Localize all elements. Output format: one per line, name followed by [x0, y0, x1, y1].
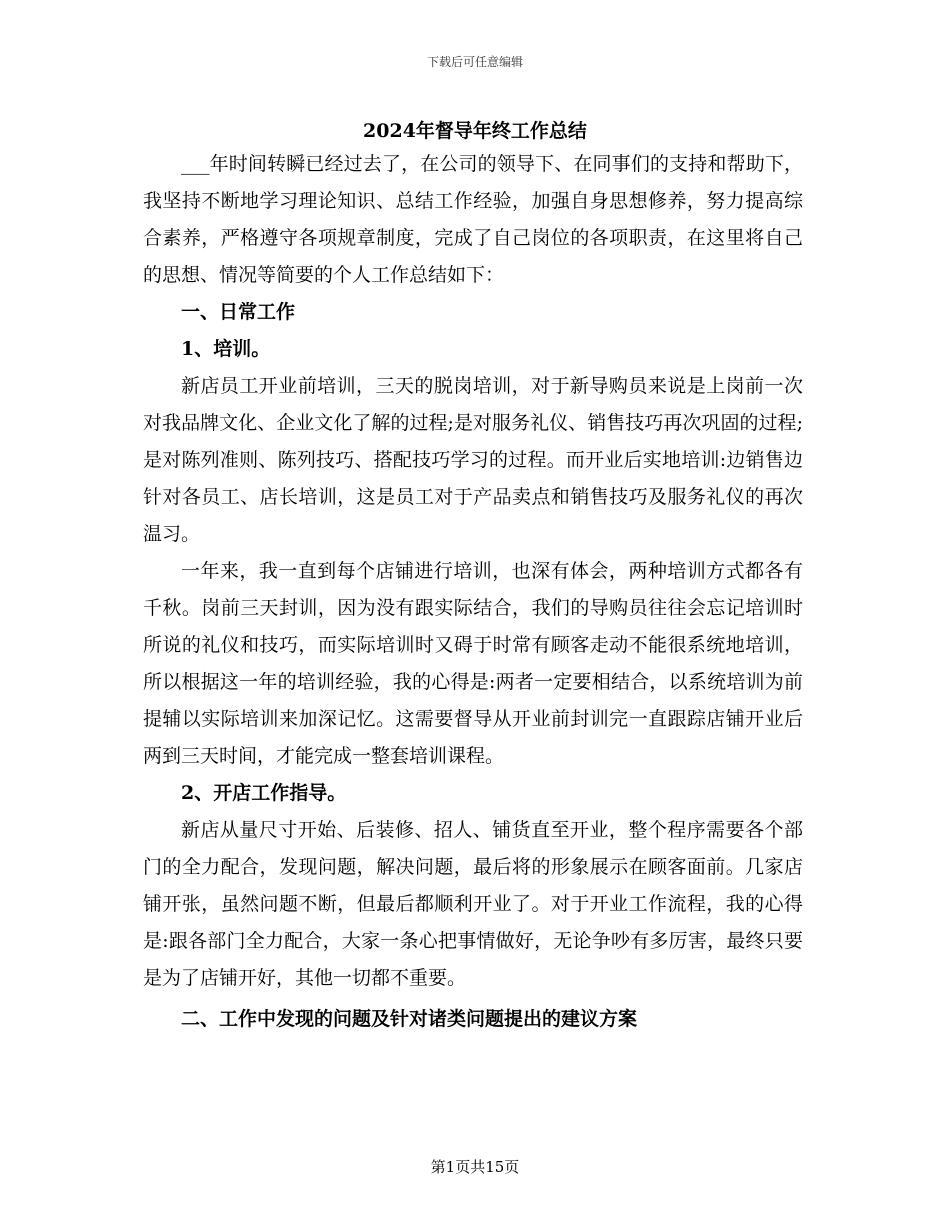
intro-paragraph: ___年时间转瞬已经过去了，在公司的领导下、在同事们的支持和帮助下，我坚持不断地学习理论知识、总结工作经验，加强自身思想修养，努力提高综合素养，严格遵守各项规章制度，完成了自己岗位的各项职责，在这里将自己的思想、情况等简要的个人工作总结如下： — [143, 153, 803, 286]
header-note: 下载后可任意编辑 — [426, 55, 523, 69]
store-opening-paragraph: 新店从量尺寸开始、后装修、招人、铺货直至开业，整个程序需要各个部门的全力配合，发现问题，解决问题，最后将的形象展示在顾客面前。几家店铺开张，虽然问题不断，但最后都顺利开业了。对于开业工作流程，我的心得是:跟各部门全力配合，大家一条心把事情做好，无论争吵有多厉害，最终只要是为了店铺开好，其他一切都不重要。 — [143, 819, 803, 989]
section-1-heading: 一、日常工作 — [181, 301, 296, 323]
page-number: 第1页共15页 — [430, 1158, 520, 1176]
document-body — [143, 146, 803, 1038]
page-title: 2024年督导年终工作总结 — [363, 120, 587, 142]
subsection-2-heading: 2、开店工作指导。 — [181, 782, 347, 804]
section-2-heading: 二、工作中发现的问题及针对诸类问题提出的建议方案 — [181, 1008, 638, 1030]
subsection-1-heading: 1、培训。 — [181, 338, 271, 360]
training-paragraph-2: 一年来，我一直到每个店铺进行培训，也深有体会，两种培训方式都各有千秋。岗前三天封训，因为没有跟实际结合，我们的导购员往往会忘记培训时所说的礼仪和技巧，而实际培训时又碍于时常有顾客走动不能很系统地培训，所以根据这一年的培训经验，我的心得是:两者一定要相结合，以系统培训为前提辅以实际培训来加深记忆。这需要督导从开业前封训完一直跟踪店铺开业后两到三天时间，才能完成一整套培训课程。 — [143, 560, 803, 767]
training-paragraph-1: 新店员工开业前培训，三天的脱岗培训，对于新导购员来说是上岗前一次对我品牌文化、企业文化了解的过程;是对服务礼仪、销售技巧再次巩固的过程;是对陈列准则、陈列技巧、搭配技巧学习的过程。而开业后实地培训:边销售边针对各员工、店长培训，这是员工对于产品卖点和销售技巧及服务礼仪的再次温习。 — [143, 375, 803, 545]
